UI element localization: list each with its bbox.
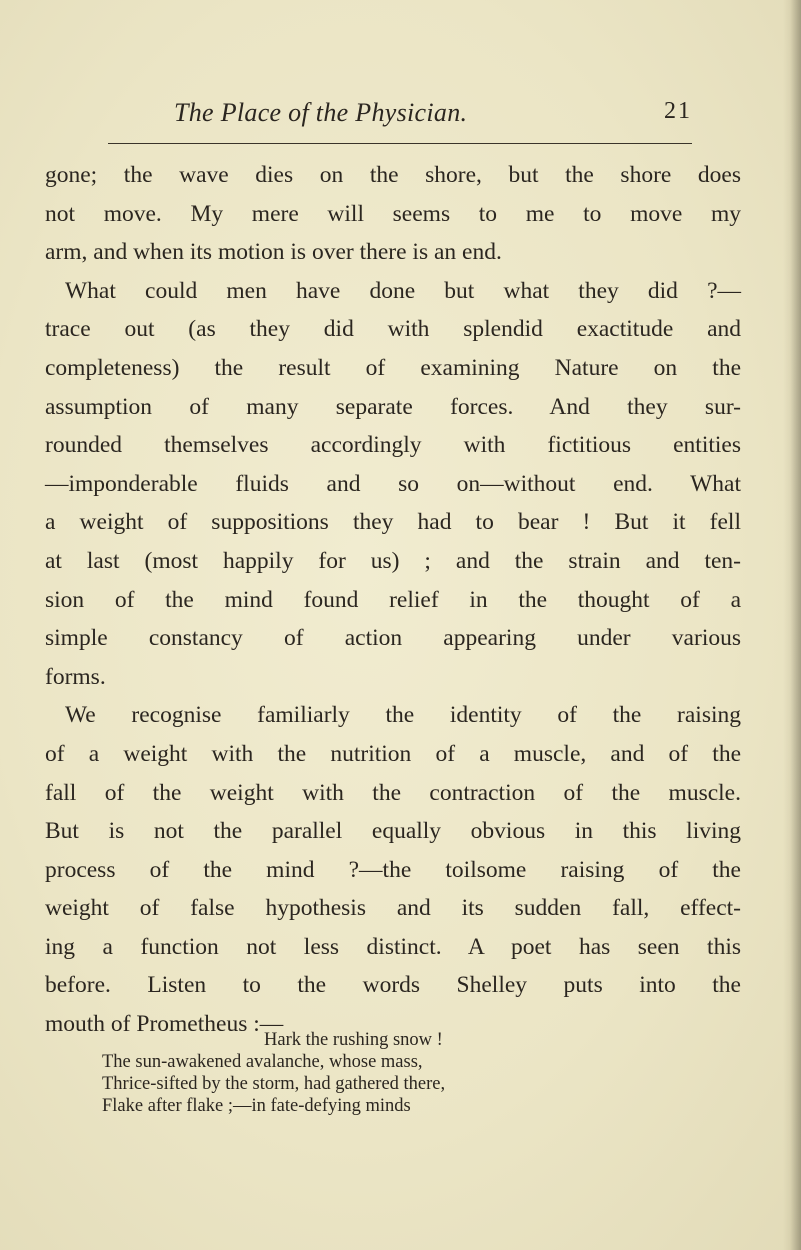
verse-line: Flake after flake ;—in fate-defying minds	[102, 1096, 411, 1116]
text-line: rounded themselves accordingly with fictitious entities	[45, 432, 741, 459]
header-rule	[108, 143, 692, 144]
verse-line: Thrice-sifted by the storm, had gathered there,	[102, 1074, 446, 1094]
page-number: 21	[664, 98, 692, 124]
text-line: But is not the parallel equally obvious in this living	[45, 818, 741, 845]
text-line: mouth of Prometheus :—	[45, 1011, 284, 1038]
text-line: process of the mind ?—the toilsome raising of the	[45, 856, 741, 883]
text-line: a weight of suppositions they had to bear ! But it fell	[45, 509, 741, 536]
text-line: fall of the weight with the contraction of the muscle.	[45, 779, 741, 806]
text-line: of a weight with the nutrition of a muscle, and of the	[45, 740, 741, 767]
verse-quotation	[102, 1029, 662, 1117]
text-line: weight of false hypothesis and its sudden fall, effect-	[45, 895, 741, 922]
page-header	[108, 98, 692, 138]
text-line: at last (most happily for us) ; and the strain and ten-	[45, 547, 741, 574]
page-edge-shadow	[783, 0, 801, 1250]
text-line: arm, and when its motion is over there is an end.	[45, 239, 502, 266]
text-line: ing a function not less distinct. A poet has seen this	[45, 933, 741, 960]
text-line: completeness) the result of examining Nature on the	[45, 354, 741, 381]
text-line: assumption of many separate forces. And they sur-	[45, 393, 741, 420]
text-line: not move. My mere will seems to me to move my	[45, 200, 741, 227]
text-line: —imponderable fluids and so on—without end. What	[45, 470, 741, 497]
text-line: What could men have done but what they did ?—	[65, 277, 741, 304]
text-line: sion of the mind found relief in the thought of a	[45, 586, 741, 613]
verse-line: Hark the rushing snow !	[264, 1030, 443, 1050]
text-line: forms.	[45, 663, 106, 690]
verse-line: The sun-awakened avalanche, whose mass,	[102, 1052, 423, 1072]
text-line: We recognise familiarly the identity of the raising	[65, 702, 741, 729]
text-line: before. Listen to the words Shelley puts into the	[45, 972, 741, 999]
text-line: gone; the wave dies on the shore, but the shore does	[45, 162, 741, 188]
text-line: trace out (as they did with splendid exactitude and	[45, 316, 741, 343]
text-line: simple constancy of action appearing under various	[45, 625, 741, 652]
body-text	[45, 156, 741, 1044]
running-title: The Place of the Physician.	[174, 98, 468, 127]
